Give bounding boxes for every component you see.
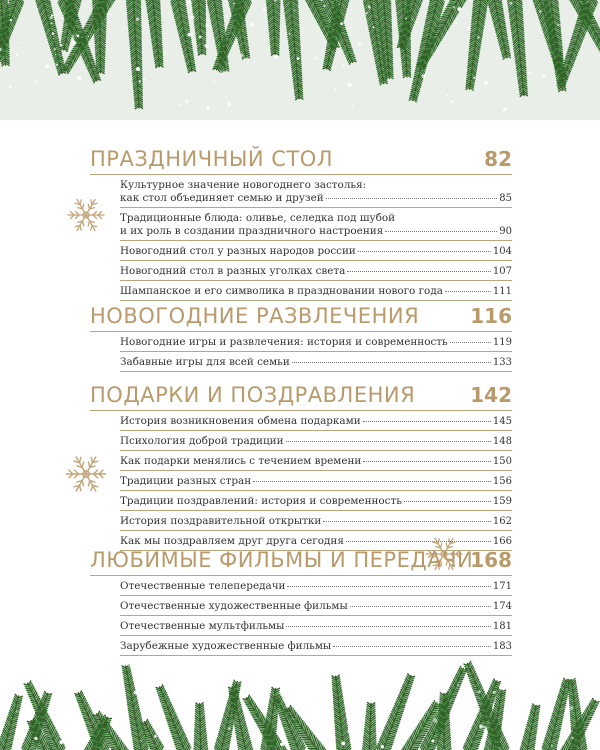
entry-text: История поздравительной открытки [120,515,322,527]
entry-list [90,411,512,551]
leader-dots [445,290,491,292]
entry-page-number: 104 [492,246,512,257]
entry-text: Шампанское и его символика в праздновании нового года [120,285,443,297]
entry-page-number: 145 [492,416,512,427]
section-header[interactable] [90,540,512,576]
toc-section [90,540,512,656]
toc-entry[interactable] [120,471,512,491]
entry-list [90,175,512,301]
toc-entry[interactable] [120,491,512,511]
entry-page-number: 150 [492,456,512,467]
entry-text: Как подарки менялись с течением времени [120,455,362,467]
entry-page-number: 111 [492,286,512,297]
entry-text: Новогодний стол у разных народов россии [120,245,356,257]
section-title: НОВОГОДНИЕ РАЗВЛЕЧЕНИЯ [90,304,420,328]
section-page-number: 168 [470,548,512,572]
entry-page-number: 166 [492,536,512,547]
entry-page-number: 171 [492,581,512,592]
entry-page-number: 85 [499,193,512,204]
leader-dots [287,585,490,587]
entry-text: Психология доброй традиции [120,435,284,447]
entry-page-number: 174 [492,601,512,612]
toc-section [90,296,512,372]
leader-dots [333,645,491,647]
section-page-number: 116 [470,304,512,328]
entry-text: и их роль в создании праздничного настроения [120,225,384,237]
leader-dots [292,361,491,363]
entry-text: Новогодний стол в разных уголках света [120,265,346,277]
entry-text: Отечественные телепередачи [120,580,286,592]
section-page-number: 142 [470,383,512,407]
section-header[interactable] [90,139,512,175]
entry-page-number: 107 [492,266,512,277]
entry-page-number: 156 [492,476,512,487]
entry-text: Отечественные мультфильмы [120,620,285,632]
toc-entry[interactable] [120,576,512,596]
section-title: ЛЮБИМЫЕ ФИЛЬМЫ И ПЕРЕДАЧИ [90,548,474,572]
entry-text: Как мы поздравляем друг друга сегодня [120,535,344,547]
toc-entry[interactable] [120,208,512,241]
leader-dots [326,197,498,199]
toc-section [90,375,512,551]
entry-page-number: 159 [492,496,512,507]
toc-entry[interactable] [120,175,512,208]
entry-page-number: 90 [499,226,512,237]
entry-page-number: 181 [492,621,512,632]
leader-dots [253,480,491,482]
entry-list [90,576,512,656]
leader-dots [385,230,497,232]
entry-list [90,332,512,372]
entry-text: Зарубежные художественные фильмы [120,640,332,652]
entry-page-number: 148 [492,436,512,447]
entry-page-number: 162 [492,516,512,527]
entry-text: Традиционные блюда: оливье, селедка под шубой [120,212,396,224]
leader-dots [286,440,491,442]
entry-text: Традиции поздравлений: история и современность [120,495,402,507]
entry-page-number: 183 [492,641,512,652]
toc-entry[interactable] [120,352,512,372]
leader-dots [347,270,491,272]
leader-dots [286,625,490,627]
toc-entry[interactable] [120,332,512,352]
entry-text: Новогодние игры и развлечения: история и современность [120,336,448,348]
leader-dots [450,341,491,343]
toc-entry[interactable] [120,241,512,261]
toc-entry[interactable] [120,411,512,431]
section-title: ПРАЗДНИЧНЫЙ СТОЛ [90,147,334,171]
toc-section [90,139,512,301]
toc-entry[interactable] [120,636,512,656]
entry-page-number: 119 [492,337,512,348]
leader-dots [363,420,491,422]
entry-page-number: 133 [492,357,512,368]
entry-text: Отечественные художественные фильмы [120,600,348,612]
toc-entry[interactable] [120,596,512,616]
leader-dots [404,500,491,502]
entry-text: Забавные игры для всей семьи [120,356,290,368]
leader-dots [363,460,491,462]
toc-entry[interactable] [120,261,512,281]
section-header[interactable] [90,375,512,411]
leader-dots [358,250,491,252]
leader-dots [323,520,491,522]
leader-dots [350,605,491,607]
section-header[interactable] [90,296,512,332]
section-title: ПОДАРКИ И ПОЗДРАВЛЕНИЯ [90,383,416,407]
section-page-number: 82 [484,147,512,171]
entry-text: История возникновения обмена подарками [120,415,361,427]
toc-entry[interactable] [120,511,512,531]
toc-entry[interactable] [120,451,512,471]
entry-text: Традиции разных стран [120,475,252,487]
entry-text: как стол объединяет семью и друзей [120,192,324,204]
entry-text: Культурное значение новогоднего застолья: [120,179,367,191]
toc-entry[interactable] [120,616,512,636]
toc-entry[interactable] [120,431,512,451]
